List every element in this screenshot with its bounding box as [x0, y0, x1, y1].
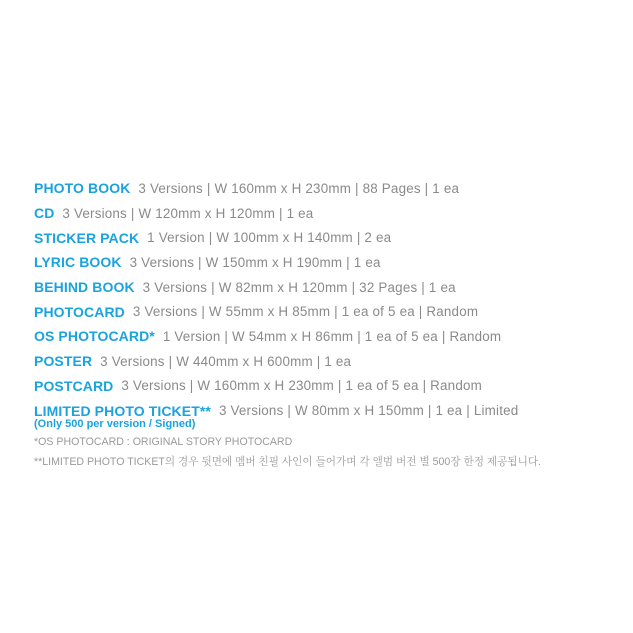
spec-detail: 3 Versions | W 150mm x H 190mm | 1 ea [129, 254, 381, 270]
spec-detail: 3 Versions | W 120mm x H 120mm | 1 ea [62, 205, 314, 221]
spec-name: POSTER [34, 353, 93, 370]
spec-detail: 1 Version | W 54mm x H 86mm | 1 ea of 5 ea | Random [162, 328, 502, 344]
spec-row-os-photocard [34, 324, 518, 349]
spec-name: BEHIND BOOK [34, 279, 135, 296]
spec-detail: 3 Versions | W 160mm x H 230mm | 88 Pages | 1 ea [138, 180, 460, 196]
spec-row-photocard [34, 299, 518, 324]
limited-ticket-note: (Only 500 per version / Signed) [34, 418, 196, 430]
spec-row-lyric-book [34, 250, 518, 275]
spec-detail: 3 Versions | W 82mm x H 120mm | 32 Pages | 1 ea [142, 279, 456, 295]
spec-name: PHOTOCARD [34, 303, 125, 320]
spec-detail: 3 Versions | W 80mm x H 150mm | 1 ea | Limited [218, 403, 519, 419]
spec-name: OS PHOTOCARD* [34, 328, 155, 345]
footnote-limited-ticket: **LIMITED PHOTO TICKET의 경우 뒷면에 멤버 친필 사인이 들어가며 각 앨범 버전 별 500장 한정 제공됩니다. [34, 456, 541, 468]
spec-detail: 3 Versions | W 440mm x H 600mm | 1 ea [100, 353, 352, 369]
spec-name: LIMITED PHOTO TICKET** [34, 402, 211, 419]
spec-row-poster [34, 349, 518, 374]
footnote-os-photocard: *OS PHOTOCARD : ORIGINAL STORY PHOTOCARD [34, 436, 293, 448]
spec-detail: 3 Versions | W 160mm x H 230mm | 1 ea of 5 ea | Random [121, 378, 482, 394]
spec-name: STICKER PACK [34, 229, 140, 246]
spec-name: LYRIC BOOK [34, 254, 122, 271]
spec-row-cd [34, 201, 518, 226]
spec-detail: 1 Version | W 100mm x H 140mm | 2 ea [147, 230, 392, 246]
spec-row-sticker-pack [34, 225, 518, 250]
spec-row-behind-book [34, 275, 518, 300]
spec-row-postcard [34, 374, 518, 399]
spec-list [34, 176, 518, 423]
spec-name: POSTCARD [34, 377, 114, 394]
spec-detail: 3 Versions | W 55mm x H 85mm | 1 ea of 5 ea | Random [132, 304, 479, 320]
spec-name: PHOTO BOOK [34, 180, 131, 197]
spec-row-photo-book [34, 176, 518, 201]
spec-name: CD [34, 205, 55, 222]
